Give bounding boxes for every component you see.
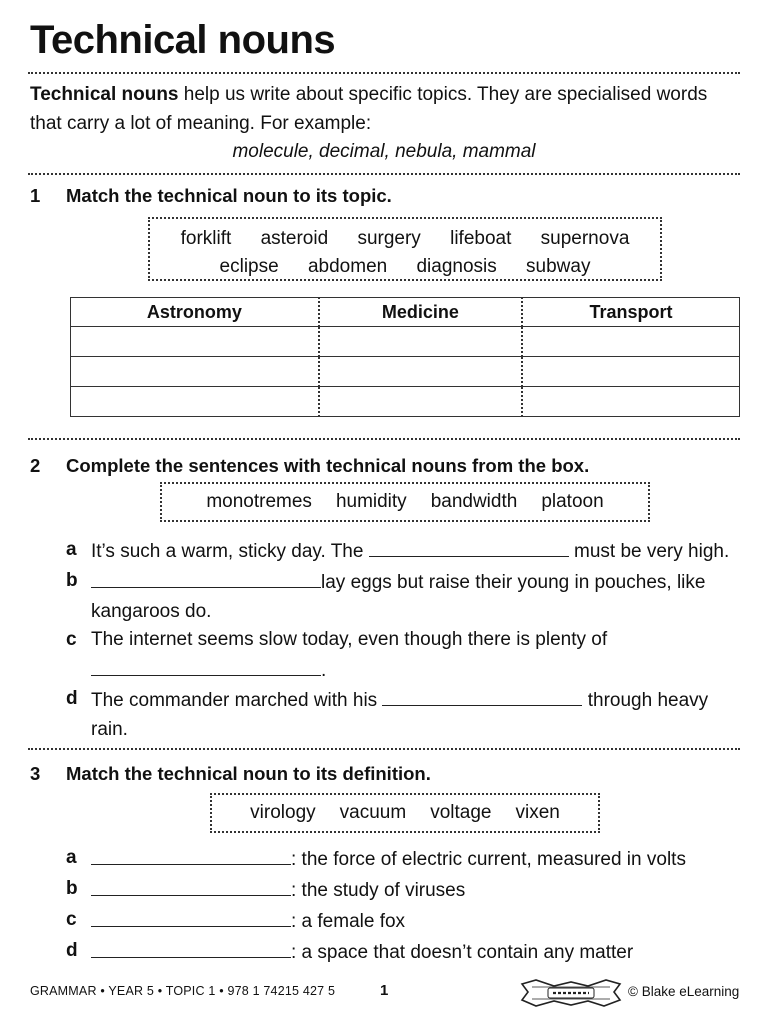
sentence-item <box>66 567 746 626</box>
sentence-text: must be very high. <box>568 541 730 562</box>
answer-blank[interactable] <box>91 655 321 676</box>
sentence-text: . <box>321 659 327 681</box>
sentence-item <box>66 626 746 685</box>
answer-cell[interactable] <box>71 357 319 387</box>
definition-item <box>66 844 746 875</box>
intro-text <box>30 80 742 138</box>
word: voltage <box>430 802 492 823</box>
answer-blank[interactable] <box>91 844 291 865</box>
sentence-item <box>66 536 746 567</box>
definition-item <box>66 906 746 937</box>
intro-examples: molecule, decimal, nebula, mammal <box>232 141 536 162</box>
question-number: 2 <box>30 455 41 476</box>
word: asteroid <box>260 228 329 249</box>
answer-cell[interactable] <box>522 387 739 417</box>
answer-cell[interactable] <box>522 327 739 357</box>
item-letter: d <box>66 688 78 709</box>
sentence-text: The internet seems slow today, even though there is plenty of <box>91 629 608 650</box>
word: surgery <box>357 228 421 249</box>
definition-text: : the force of electric current, measured in volts <box>291 849 686 870</box>
table-row <box>71 327 740 357</box>
column-header: Astronomy <box>71 298 319 327</box>
topics-table <box>70 297 740 417</box>
definition-item <box>66 937 746 968</box>
answer-blank[interactable] <box>382 685 582 706</box>
answer-blank[interactable] <box>91 937 291 958</box>
divider <box>28 748 740 750</box>
column-header: Medicine <box>319 298 522 327</box>
sentence-text: The commander marched with his <box>91 690 383 711</box>
sentence-text: kangaroos do. <box>91 600 212 622</box>
answer-cell[interactable] <box>319 357 522 387</box>
answer-cell[interactable] <box>319 327 522 357</box>
question-2-heading <box>30 455 589 477</box>
sentence-item <box>66 685 746 744</box>
item-letter: b <box>66 878 78 899</box>
answer-blank[interactable] <box>91 906 291 927</box>
definition-item <box>66 875 746 906</box>
word: monotremes <box>206 491 312 512</box>
sentence-text: through heavy <box>582 690 709 711</box>
definition-text: : a female fox <box>291 911 406 932</box>
question-number: 3 <box>30 763 41 784</box>
intro-line1: help us write about specific topics. They are specialised words <box>178 84 708 105</box>
table-row <box>71 357 740 387</box>
reading-eggspress-logo <box>518 976 624 1015</box>
sentence-text: rain. <box>91 718 128 740</box>
sentence-text: It’s such a warm, sticky day. The <box>91 541 369 562</box>
q2-word-box <box>160 482 650 522</box>
answer-cell[interactable] <box>71 387 319 417</box>
question-text: Match the technical noun to its definition. <box>66 763 431 784</box>
word: virology <box>250 802 316 823</box>
word: humidity <box>335 491 407 512</box>
item-letter: b <box>66 570 78 591</box>
answer-cell[interactable] <box>71 327 319 357</box>
footer-info: GRAMMAR • YEAR 5 • TOPIC 1 • 978 1 74215 427 5 <box>30 984 336 998</box>
intro-bold: Technical nouns <box>30 84 179 105</box>
q3-word-box <box>210 793 600 833</box>
answer-cell[interactable] <box>522 357 739 387</box>
word-row <box>150 225 660 253</box>
intro-line2: that carry a lot of meaning. For example: <box>30 113 372 134</box>
item-letter: d <box>66 940 78 961</box>
word: bandwidth <box>430 491 518 512</box>
word: forklift <box>180 228 232 249</box>
question-1-heading <box>30 185 392 207</box>
answer-blank[interactable] <box>91 875 291 896</box>
item-letter: c <box>66 909 77 930</box>
question-text: Match the technical noun to its topic. <box>66 185 392 206</box>
answer-blank[interactable] <box>91 567 321 588</box>
word: vacuum <box>339 802 407 823</box>
word: eclipse <box>219 256 279 277</box>
page-number: 1 <box>380 982 389 999</box>
definition-text: : the study of viruses <box>291 880 466 901</box>
item-letter: c <box>66 629 77 650</box>
item-letter: a <box>66 847 77 868</box>
question-3-heading <box>30 763 431 785</box>
word: platoon <box>541 491 604 512</box>
question-text: Complete the sentences with technical nouns from the box. <box>66 455 590 476</box>
divider <box>28 72 740 74</box>
word: abdomen <box>307 256 388 277</box>
column-header: Transport <box>522 298 739 327</box>
answer-cell[interactable] <box>319 387 522 417</box>
question-number: 1 <box>30 185 41 206</box>
q1-word-box <box>148 217 662 281</box>
word: diagnosis <box>416 256 497 277</box>
word-row <box>150 253 660 281</box>
item-letter: a <box>66 539 77 560</box>
copyright: © Blake eLearning <box>628 984 740 999</box>
definition-text: : a space that doesn’t contain any matter <box>291 942 634 963</box>
divider <box>28 438 740 440</box>
answer-blank[interactable] <box>369 536 569 557</box>
sentence-text: lay eggs but raise their young in pouches, like <box>321 572 706 593</box>
divider <box>28 173 740 175</box>
word: vixen <box>515 802 560 823</box>
table-row <box>71 387 740 417</box>
word: lifeboat <box>450 228 512 249</box>
page-title: Technical nouns <box>30 18 336 62</box>
word: subway <box>526 256 591 277</box>
word: supernova <box>540 228 630 249</box>
